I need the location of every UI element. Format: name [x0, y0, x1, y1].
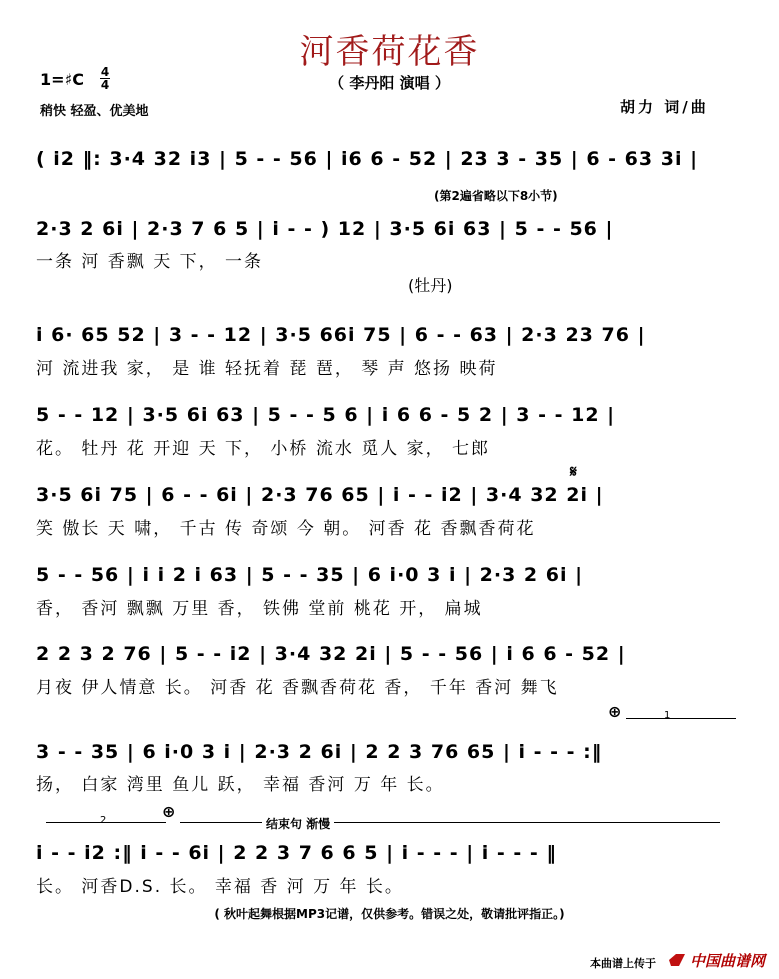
peony-note: (牡丹) [408, 276, 453, 295]
ending-label: 结束句 渐慢 [262, 815, 334, 832]
key-signature: 1=♯C [40, 70, 85, 89]
score-row-2: 2·3 2 6i | 2·3 7 6 5 | i - - ) 12 | 3·5 6i 63 | 5 - - 56 | [36, 218, 614, 240]
upload-note: 本曲谱上传于 [590, 957, 656, 970]
time-bottom: 4 [100, 78, 110, 92]
lyrics-row-9: 长。 河香D.S. 长。 幸福 香 河 万 年 长。 [36, 877, 404, 897]
score-row-4: 5 - - 12 | 3·5 6i 63 | 5 - - 5 6 | i 6 6 - 5 2 | 3 - - 12 | [36, 404, 616, 426]
logo-icon [668, 952, 686, 968]
author-credit: 胡力 词/曲 [620, 98, 709, 116]
score-row-6: 5 - - 56 | i i 2 i 63 | 5 - - 35 | 6 i·0 3 i | 2·3 2 6i | [36, 564, 584, 586]
score-row-3: i 6· 65 52 | 3 - - 12 | 3·5 66i 75 | 6 - - 63 | 2·3 23 76 | [36, 324, 646, 346]
volta-number-2: 2 [100, 815, 107, 826]
tempo-marking: 稍快 轻盈、优美地 [40, 104, 149, 119]
score-row-7: 2 2 3 2 76 | 5 - - i2 | 3·4 32 2i | 5 - - 56 | i 6 6 - 52 | [36, 643, 626, 665]
lyrics-row-5: 笑 傲长 天 啸， 千古 传 奇颂 今 朝。 河香 花 香飘香荷花 [36, 519, 536, 539]
lyrics-row-4: 花。 牡丹 花 开迎 天 下， 小桥 流水 觅人 家， 七郎 [36, 439, 491, 459]
score-row-8: 3 - - 35 | 6 i·0 3 i | 2·3 2 6i | 2 2 3 76 65 | i - - - :‖ [36, 741, 603, 763]
time-top: 4 [100, 65, 110, 79]
time-signature [100, 66, 110, 91]
ending-line [180, 822, 720, 823]
lyrics-row-2: 一条 河 香飘 天 下， 一条 [36, 252, 264, 272]
lyrics-row-6: 香， 香河 飘飘 万里 香， 铁佛 堂前 桃花 开， 扁城 [36, 599, 483, 619]
volta-bracket-1 [626, 718, 736, 719]
singer-credit: （ 李丹阳 演唱 ） [329, 74, 450, 92]
score-row-1: ( i2 ‖: 3·4 32 i3 | 5 - - 56 | i6 6 - 52 | 23 3 - 35 | 6 - 63 3i | [36, 148, 699, 170]
disclaimer: ( 秋叶起舞根据MP3记谱，仅供参考。错误之处，敬请批评指正。) [214, 907, 565, 921]
song-title: 河香荷花香 [299, 32, 480, 72]
site-logo: 中国曲谱网 [690, 952, 766, 970]
segno-sign: 𝄋 [570, 462, 577, 481]
lyrics-row-7: 月夜 伊人情意 长。 河香 花 香飘香荷花 香， 千年 香河 舞飞 [36, 678, 559, 698]
score-row-5: 3·5 6i 75 | 6 - - 6i | 2·3 76 65 | i - - i2 | 3·4 32 2i | [36, 484, 604, 506]
score-row-9: i - - i2 :‖ i - - 6i | 2 2 3 7 6 6 5 | i - - - | i - - - ‖ [36, 842, 557, 864]
volta-number-1: 1 [664, 710, 671, 721]
lyrics-row-3: 河 流进我 家， 是 谁 轻抚着 琵 琶， 琴 声 悠扬 映荷 [36, 359, 498, 379]
coda-sign-2: ⊕ [162, 802, 176, 821]
lyrics-row-8: 扬， 白家 湾里 鱼儿 跃， 幸福 香河 万 年 长。 [36, 775, 445, 795]
coda-sign-1: ⊕ [608, 702, 622, 721]
skip-note: (第2遍省略以下8小节) [434, 189, 558, 203]
